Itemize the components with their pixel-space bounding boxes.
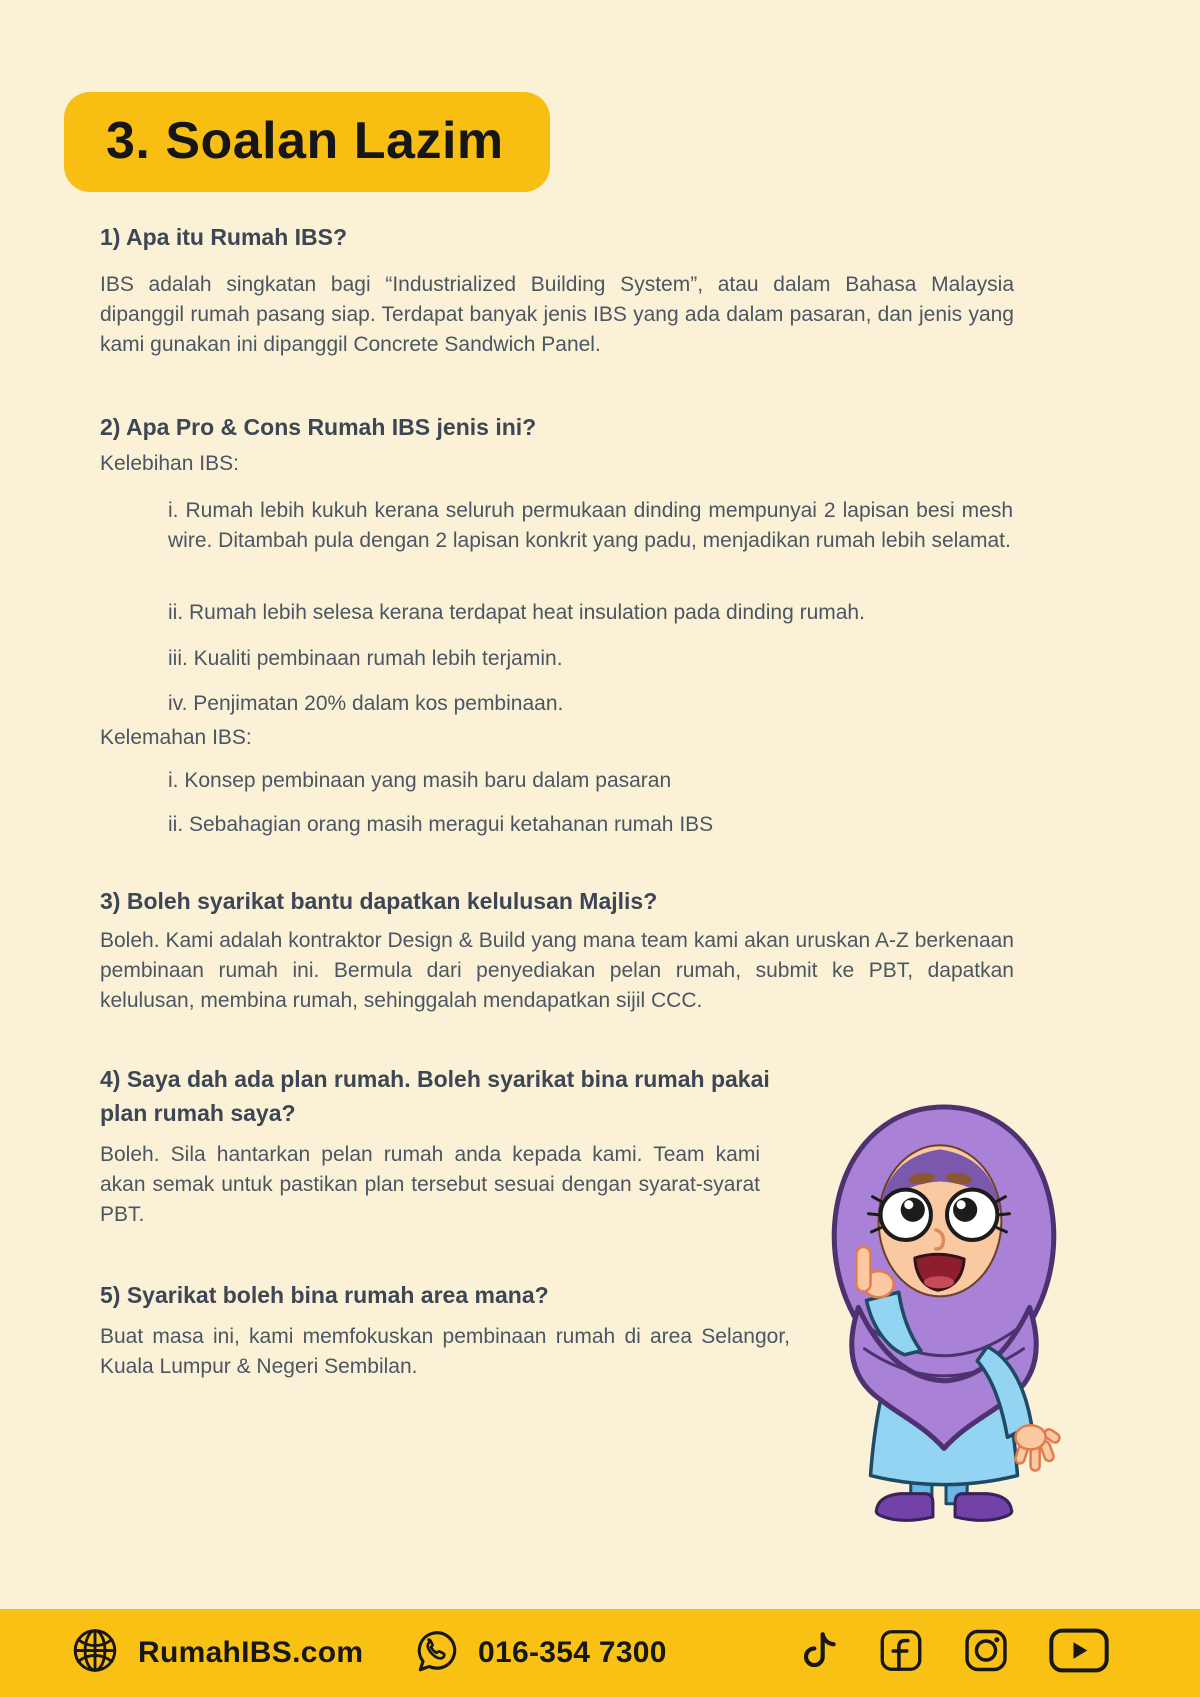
- cons-item-2: ii. Sebahagian orang masih meragui ketahanan rumah IBS: [168, 813, 714, 836]
- answer-4: Boleh. Sila hantarkan pelan rumah anda kepada kami. Team kami akan semak untuk pastikan plan tersebut sesuai dengan syarat-syarat PBT.: [100, 1143, 760, 1226]
- question-4: 4) Saya dah ada plan rumah. Boleh syarikat bina rumah pakai plan rumah saya?: [100, 1066, 770, 1126]
- instagram-icon[interactable]: [960, 1625, 1012, 1682]
- answer-1: IBS adalah singkatan bagi “Industrialized Building System”, atau dalam Bahasa Malaysia dipanggil rumah pasang siap. Terdapat banyak jenis IBS yang ada dalam pasaran, dan jenis yang kami gunakan ini dipanggil Concrete Sandwich Panel.: [100, 273, 1014, 356]
- contact-footer: [0, 1609, 1200, 1697]
- answer-3: Boleh. Kami adalah kontraktor Design & Build yang mana team kami akan uruskan A-Z berkenaan pembinaan rumah ini. Bermula dari penyediakan pelan rumah, submit ke PBT, dapatkan kelulusan, membina rumah, sehinggalah mendapatkan sijil CCC.: [100, 929, 1014, 1012]
- page-title: 3. Soalan Lazim: [64, 92, 550, 192]
- phone-link[interactable]: 016-354 7300: [478, 1636, 667, 1669]
- youtube-icon[interactable]: [1048, 1626, 1110, 1681]
- answer-5: Buat masa ini, kami memfokuskan pembinaan rumah di area Selangor, Kuala Lumpur & Negeri Sembilan.: [100, 1325, 790, 1378]
- globe-icon: [70, 1626, 120, 1681]
- pros-item-1: i. Rumah lebih kukuh kerana seluruh permukaan dinding mempunyai 2 lapisan besi mesh wire. Ditambah pula dengan 2 lapisan konkrit yang padu, menjadikan rumah lebih selamat.: [168, 499, 1013, 552]
- pros-item-2: ii. Rumah lebih selesa kerana terdapat heat insulation pada dinding rumah.: [168, 601, 865, 624]
- pros-label: Kelebihan IBS:: [100, 452, 239, 475]
- question-5: 5) Syarikat boleh bina rumah area mana?: [100, 1282, 549, 1308]
- question-1: 1) Apa itu Rumah IBS?: [100, 224, 348, 250]
- tiktok-icon[interactable]: [793, 1626, 843, 1681]
- facebook-icon[interactable]: [876, 1626, 926, 1681]
- cons-label: Kelemahan IBS:: [100, 726, 252, 749]
- whatsapp-icon: [412, 1626, 462, 1681]
- pros-item-3: iii. Kualiti pembinaan rumah lebih terjamin.: [168, 647, 563, 670]
- cons-item-1: i. Konsep pembinaan yang masih baru dalam pasaran: [168, 769, 672, 792]
- question-2: 2) Apa Pro & Cons Rumah IBS jenis ini?: [100, 414, 537, 440]
- pros-item-4: iv. Penjimatan 20% dalam kos pembinaan.: [168, 692, 564, 715]
- website-link[interactable]: RumahIBS.com: [138, 1636, 364, 1669]
- hijab-girl-illustration: [818, 1101, 1070, 1539]
- question-3: 3) Boleh syarikat bantu dapatkan kelulusan Majlis?: [100, 888, 658, 914]
